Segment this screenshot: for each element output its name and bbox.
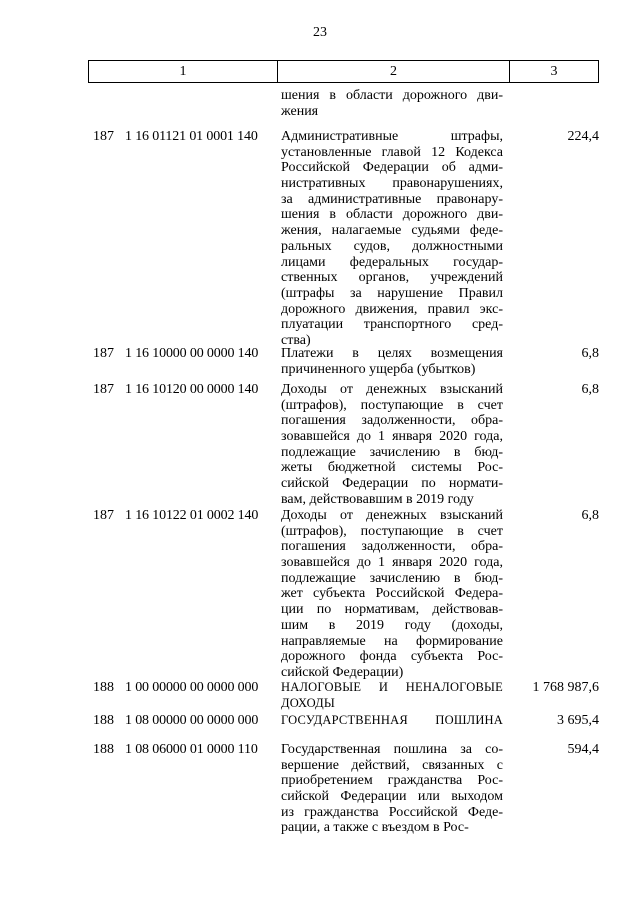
description-line: жения, налагаемые судьями феде-: [281, 223, 503, 239]
budget-classification-code: 1 08 06000 01 0000 110: [125, 742, 258, 757]
description-line: лицами федеральных государ-: [281, 254, 503, 270]
budget-classification-code: 1 16 10120 00 0000 140: [125, 382, 259, 397]
revenue-description: [281, 129, 503, 349]
admin-code: 187: [93, 508, 114, 523]
description-line: приобретением гражданства Рос-: [281, 773, 503, 789]
description-line: (штрафов), поступающие в счет: [281, 397, 503, 413]
description-line: вам, действовавшим в 2019 году: [281, 491, 474, 507]
description-line: причиненного ущерба (убытков): [281, 361, 476, 377]
description-line: Государственная пошлина за со-: [281, 742, 503, 757]
description-line: шения в области дорожного дви-: [281, 207, 503, 223]
description-line: дорожного движения, правил экс-: [281, 301, 503, 317]
admin-code: 188: [93, 713, 114, 728]
description-line: шим в 2019 году (доходы,: [281, 617, 503, 633]
revenue-description: [281, 742, 503, 836]
description-line: Доходы от денежных взысканий: [281, 508, 503, 523]
description-line: ГОСУДАРСТВЕННАЯ ПОШЛИНА: [281, 713, 503, 727]
admin-code: 187: [93, 129, 114, 144]
description-line: подлежащие зачислению в бюд-: [281, 570, 503, 586]
description-line: жеты бюджетной системы Рос-: [281, 460, 503, 476]
description-line: Доходы от денежных взысканий: [281, 382, 503, 397]
page-number: 23: [313, 25, 327, 40]
description-line: шения в области дорожного дви-: [281, 88, 503, 103]
amount-value: 1 768 987,6: [532, 680, 599, 695]
description-line: жет субъекта Российской Федера-: [281, 586, 503, 602]
description-line: сийской Федерации или выходом: [281, 789, 503, 805]
description-line: погашения задолженности, обра-: [281, 413, 503, 429]
description-line: за административные правонару-: [281, 191, 503, 207]
description-line: ДОХОДЫ: [281, 695, 336, 710]
admin-code: 188: [93, 742, 114, 757]
revenue-description: [281, 680, 503, 711]
description-line: Платежи в целях возмещения: [281, 346, 503, 361]
description-line: направляемые на формирование: [281, 633, 503, 649]
description-line: установленные главой 12 Кодекса: [281, 144, 503, 160]
budget-classification-code: 1 00 00000 00 0000 000: [125, 680, 259, 695]
budget-classification-code: 1 16 10000 00 0000 140: [125, 346, 259, 361]
admin-code: 188: [93, 680, 114, 695]
description-line: зовавшейся до 1 января 2020 года,: [281, 555, 503, 571]
amount-value: 6,8: [581, 346, 599, 361]
description-line: жения: [281, 103, 319, 119]
budget-classification-code: 1 08 00000 00 0000 000: [125, 713, 259, 728]
description-line: сийской Федерации): [281, 664, 404, 680]
description-line: Российской Федерации об адми-: [281, 160, 503, 176]
amount-value: 6,8: [581, 508, 599, 523]
description-line: НАЛОГОВЫЕ И НЕНАЛОГОВЫЕ: [281, 680, 503, 694]
amount-value: 6,8: [581, 382, 599, 397]
revenue-description: [281, 713, 503, 729]
amount-value: 594,4: [567, 742, 599, 757]
admin-code: 187: [93, 346, 114, 361]
description-line: ральных судов, должностными: [281, 238, 503, 254]
budget-classification-code: 1 16 01121 01 0001 140: [125, 129, 258, 144]
revenue-description: [281, 346, 503, 377]
description-line: сийской Федерации по нормати-: [281, 476, 503, 492]
description-line: подлежащие зачислению в бюд-: [281, 444, 503, 460]
description-line: (штрафы за нарушение Правил: [281, 285, 503, 301]
header-col-3: 3: [550, 64, 558, 79]
description-line: зовавшейся до 1 января 2020 года,: [281, 429, 503, 445]
admin-code: 187: [93, 382, 114, 397]
description-line: ства): [281, 332, 311, 348]
description-line: дорожного фонда субъекта Рос-: [281, 649, 503, 665]
description-line: вершение действий, связанных с: [281, 757, 503, 773]
description-line: погашения задолженности, обра-: [281, 539, 503, 555]
description-line: нистративных правонарушениях,: [281, 176, 503, 192]
table-header: [88, 60, 599, 83]
description-line: ции по нормативам, действовав-: [281, 602, 503, 618]
description-line: из гражданства Российской Феде-: [281, 804, 503, 820]
header-col-1: 1: [89, 61, 278, 82]
description-line: рации, а также с въездом в Рос-: [281, 820, 469, 836]
revenue-description: [281, 382, 503, 508]
amount-value: 3 695,4: [557, 713, 599, 728]
description-line: (штрафов), поступающие в счет: [281, 523, 503, 539]
budget-classification-code: 1 16 10122 01 0002 140: [125, 508, 259, 523]
revenue-description: [281, 508, 503, 681]
description-line: ственных органов, учреждений: [281, 270, 503, 286]
header-col-2: 2: [278, 61, 510, 82]
amount-value: 224,4: [567, 129, 599, 144]
description-line: Административные штрафы,: [281, 129, 503, 144]
revenue-description: [281, 88, 503, 119]
description-line: плуатации транспортного сред-: [281, 317, 503, 333]
